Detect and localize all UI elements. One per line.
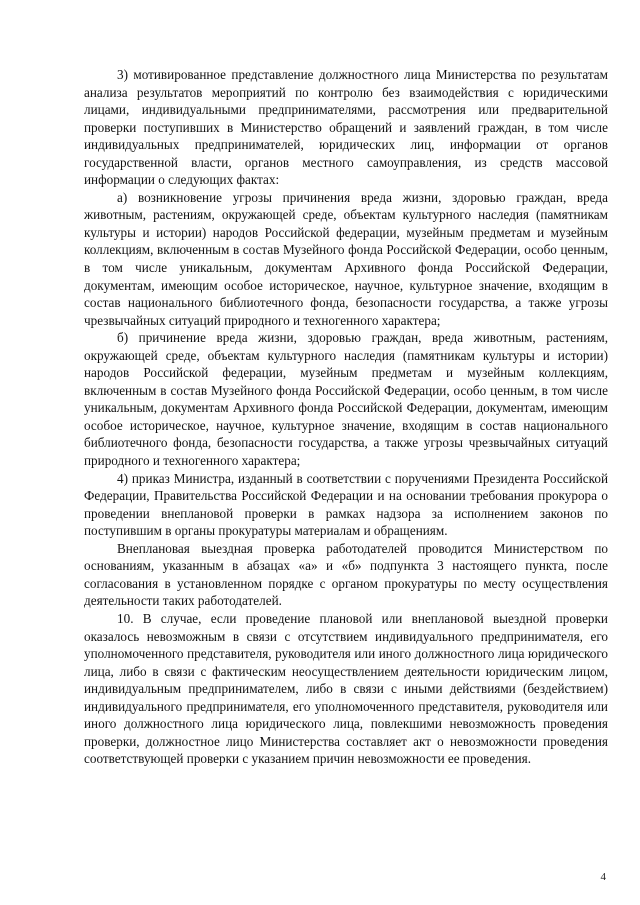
paragraph-employers-inspection: Внеплановая выездная проверка работодателей проводится Министерством по основаниям, указанным в абзацах «а» и «б» подпункта 3 настоящего пункта, после согласования в установленном порядке с органом прокуратуры по месту осуществления деятельности таких работодателей. <box>84 540 608 609</box>
paragraph-subitem-a: а) возникновение угрозы причинения вреда жизни, здоровью граждан, вреда животным, растениям, окружающей среде, объектам культурного наследия (памятникам культуры и истории) народов Российской федерации, музейным предметам и музейным коллекциям, включенным в состав Музейного фонда Российской Федерации, особо ценным, в том числе уникальным, документам Архивного фонда Российской Федерации, документам, имеющим особое историческое, научное, культурное значение, входящим в состав национального библиотечного фонда, безопасности государства, а также угрозы чрезвычайных ситуаций природного и техногенного характера; <box>84 189 608 328</box>
document-body <box>84 66 608 768</box>
page-number: 4 <box>600 871 606 883</box>
paragraph-clause-10: 10. В случае, если проведение плановой или внеплановой выездной проверки оказалось невозможным в связи с отсутствием индивидуального предпринимателя, его уполномоченного представителя, руководителя или иного должностного лица юридического лица, либо в связи с фактическим неосуществлением деятельности юридическим лицом, индивидуальным предпринимателем, либо в связи с иными действиями (бездействием) индивидуального предпринимателя, его уполномоченного представителя, руководителя или иного должностного лица юридического лица, повлекшими невозможность проведения проверки, должностное лицо Министерства составляет акт о невозможности проведения соответствующей проверки с указанием причин невозможности ее проведения. <box>84 610 608 767</box>
paragraph-item-3: 3) мотивированное представление должностного лица Министерства по результатам анализа результатов мероприятий по контролю без взаимодействия с юридическими лицами, индивидуальными предпринимателями, рассмотрения или предварительной проверки поступивших в Министерство обращений и заявлений граждан, в том числе индивидуальных предпринимателей, юридических лиц, информации от органов государственной власти, органов местного самоуправления, из средств массовой информации о следующих фактах: <box>84 67 608 188</box>
paragraph-item-4: 4) приказ Министра, изданный в соответствии с поручениями Президента Российской Федерации, Правительства Российской Федерации и на основании требования прокурора о проведении внеплановой проверки в рамках надзора за исполнением законов по поступившим в органы прокуратуры материалам и обращениям. <box>84 470 608 539</box>
paragraph-subitem-b: б) причинение вреда жизни, здоровью граждан, вреда животным, растениям, окружающей среде, объектам культурного наследия (памятникам культуры и истории) народов Российской федерации, музейным предметам и музейным коллекциям, включенным в состав Музейного фонда Российской Федерации, особо ценным, в том числе уникальным, документам Архивного фонда Российской Федерации, документам, имеющим особое историческое, научное, культурное значение, входящим в состав национального библиотечного фонда, безопасности государства, а также угрозы чрезвычайных ситуаций природного и техногенного характера; <box>84 330 608 469</box>
